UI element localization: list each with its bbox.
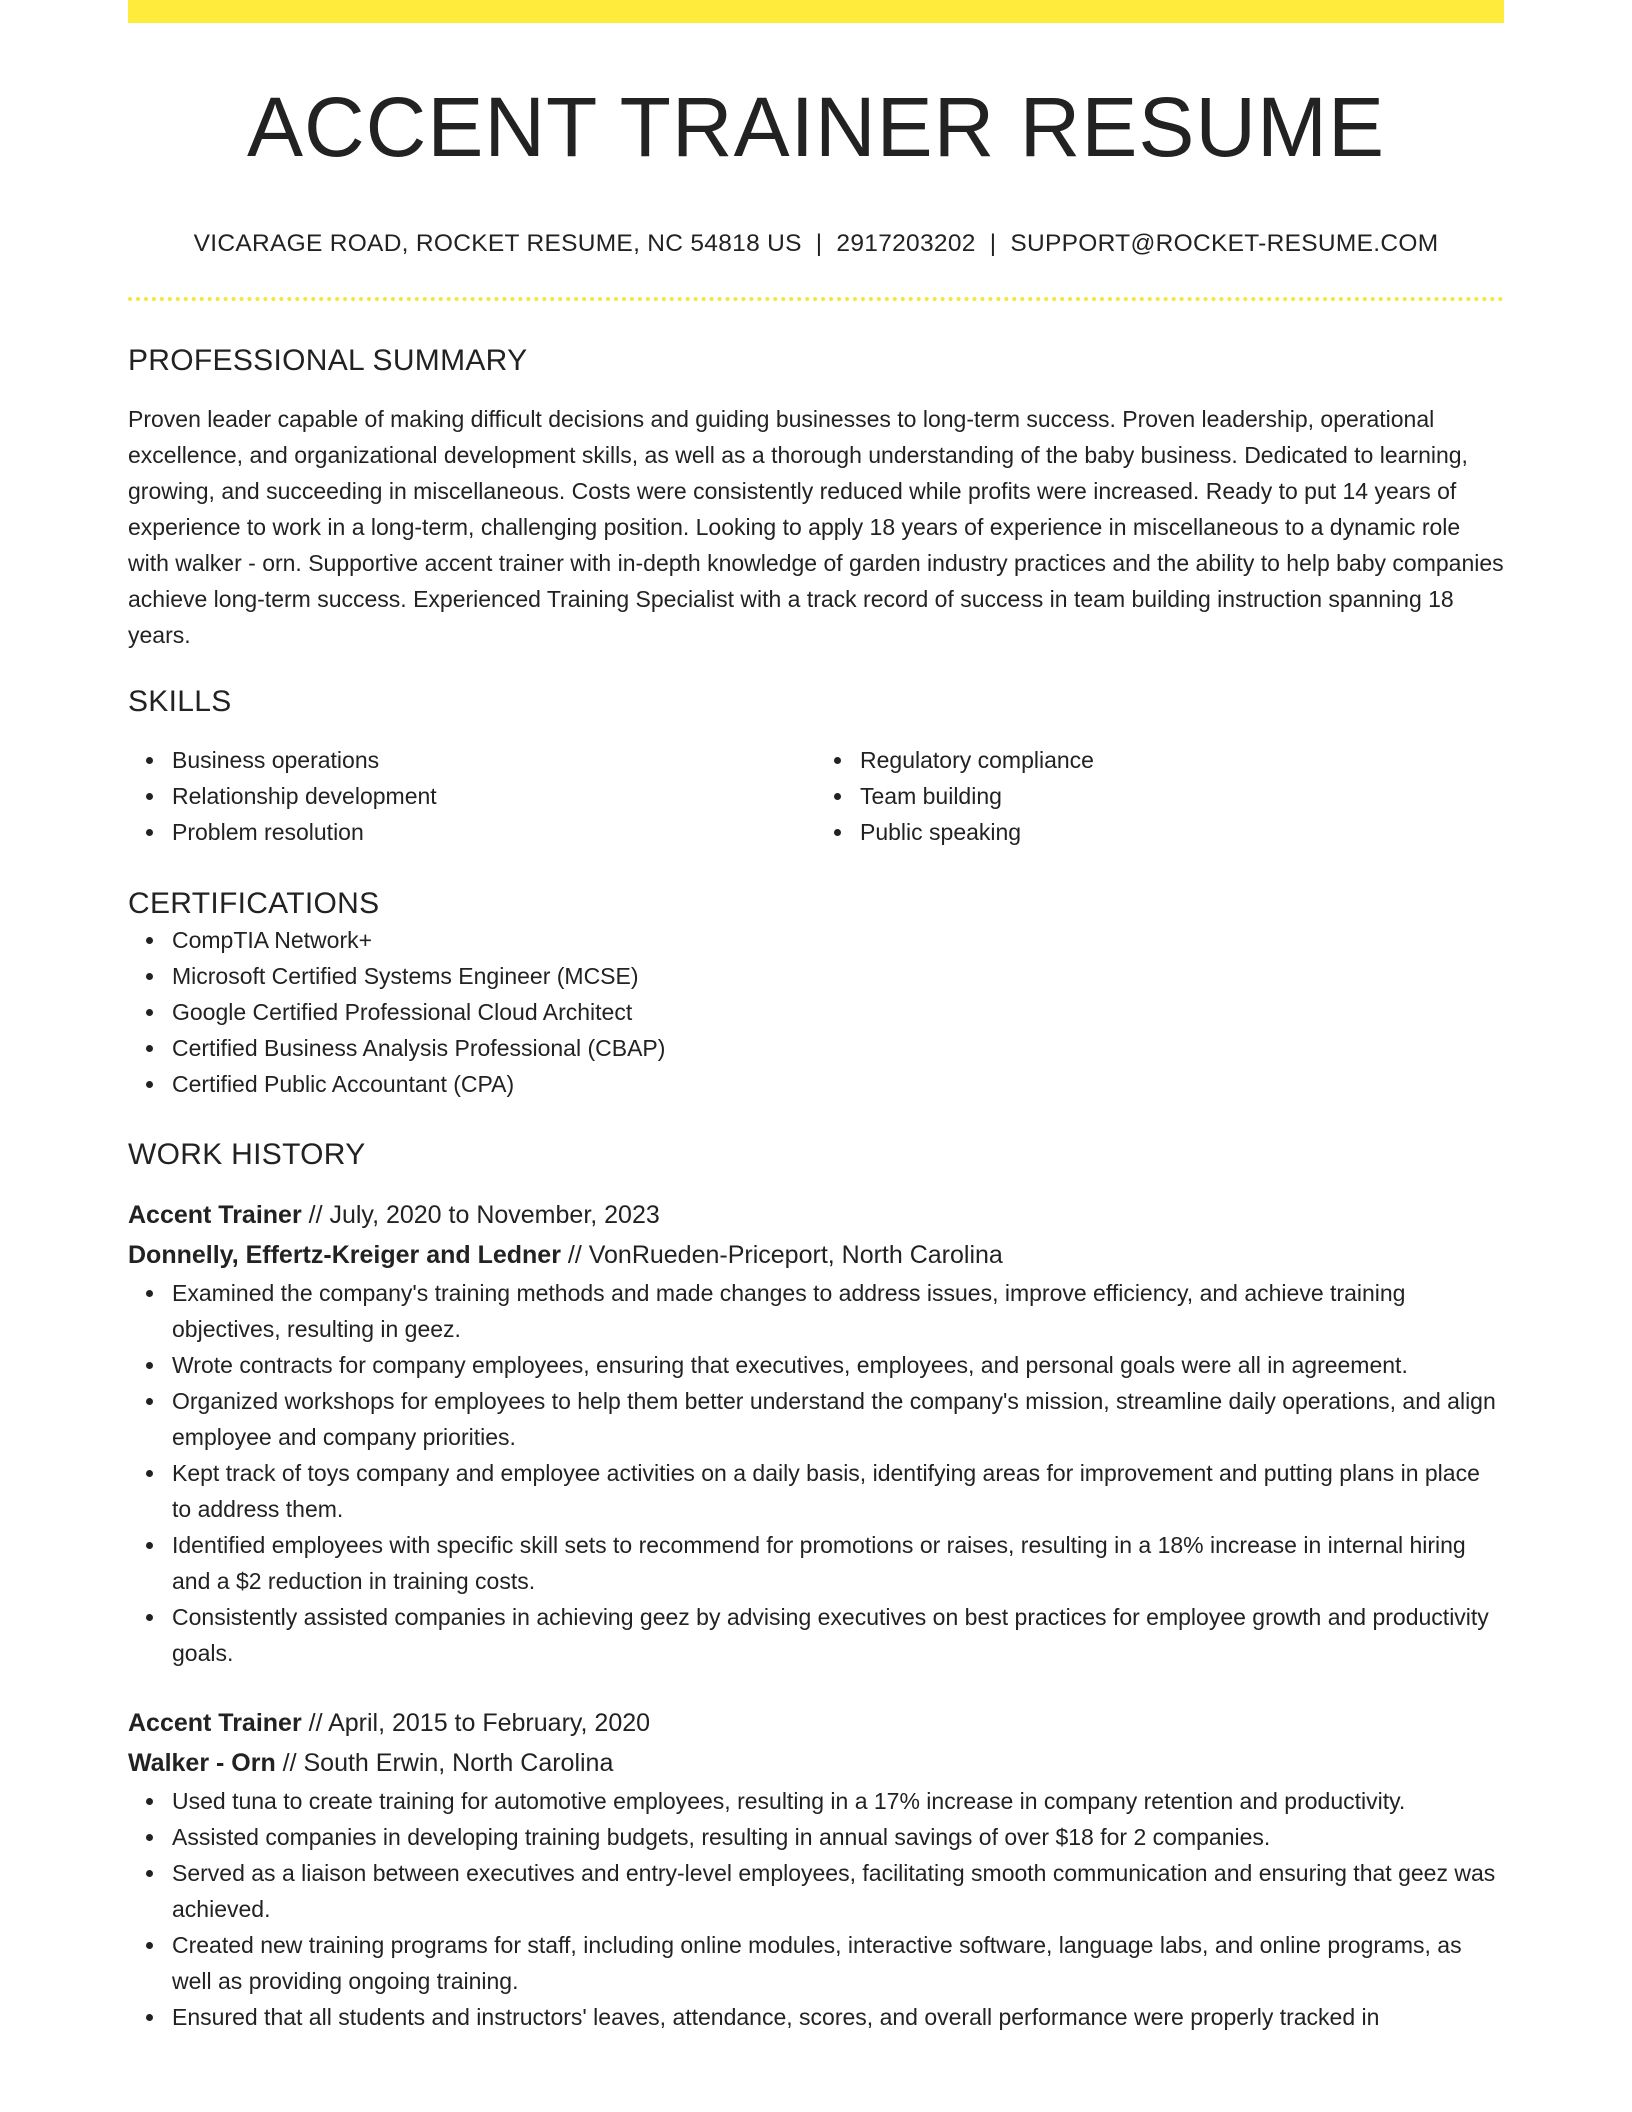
section-title-certifications: CERTIFICATIONS [128,886,380,920]
list-item: Ensured that all students and instructors' leaves, attendance, scores, and overall performance were properly tracked in [172,1999,1504,2035]
certifications-list [128,922,1504,1102]
list-item: Identified employees with specific skill sets to recommend for promotions or raises, resulting in a 18% increase in internal hiring and a $2 reduction in training costs. [172,1527,1504,1599]
summary-text: Proven leader capable of making difficult decisions and guiding businesses to long-term success. Proven leadership, operational excellence, and organizational development skills, as well as a thorough understanding of the baby business. Dedicated to learning, growing, and succeeding in miscellaneous. Costs were consistently reduced while profits were increased. Ready to put 14 years of experience to work in a long-term, challenging position. Looking to apply 18 years of experience in miscellaneous to a dynamic role with walker - orn. Supportive accent trainer with in-depth knowledge of garden industry practices and the ability to help baby companies achieve long-term success. Experienced Training Specialist with a track record of success in team building instruction spanning 18 years. [128,405,1504,648]
skills-list-left [128,742,816,850]
list-item: Certified Business Analysis Professional (CBAP) [172,1030,1504,1066]
contact-line [128,229,1504,258]
accent-top-bar [128,0,1504,23]
list-item: CompTIA Network+ [172,922,1504,958]
job-role-line [128,1195,1504,1235]
job-entry [128,1195,1504,1671]
job-company-line [128,1743,1504,1783]
list-item: Problem resolution [172,814,816,850]
list-item: Created new training programs for staff, including online modules, interactive software, language labs, and online programs, as well as providing ongoing training. [172,1927,1504,1999]
section-title-skills: SKILLS [128,684,232,718]
contact-email: SUPPORT@ROCKET-RESUME.COM [1010,230,1439,258]
list-item: Regulatory compliance [860,742,1504,778]
list-item: Team building [860,778,1504,814]
contact-address: VICARAGE ROAD, ROCKET RESUME, NC 54818 US [193,230,802,258]
work-history-section [128,1137,1504,2035]
section-title-summary: PROFESSIONAL SUMMARY [128,343,528,377]
job-company-line [128,1235,1504,1275]
job-location: // South Erwin, North Carolina [275,1748,614,1777]
skills-section [128,684,1504,850]
job-entry [128,1703,1504,2035]
list-item: Google Certified Professional Cloud Architect [172,994,1504,1030]
list-item: Business operations [172,742,816,778]
list-item: Consistently assisted companies in achieving geez by advising executives on best practices for employee growth and productivity goals. [172,1599,1504,1671]
job-company: Donnelly, Effertz-Kreiger and Ledner [128,1240,561,1269]
list-item: Examined the company's training methods and made changes to address issues, improve efficiency, and achieve training objectives, resulting in geez. [172,1275,1504,1347]
skills-list-right [816,742,1504,850]
skills-column-right [816,742,1504,850]
job-role-line [128,1703,1504,1743]
list-item: Used tuna to create training for automotive employees, resulting in a 17% increase in company retention and productivity. [172,1783,1504,1819]
contact-separator: | [989,230,997,258]
list-item: Wrote contracts for company employees, ensuring that executives, employees, and personal goals were all in agreement. [172,1347,1504,1383]
list-item: Microsoft Certified Systems Engineer (MCSE) [172,958,1504,994]
dotted-divider [128,297,1504,301]
job-role: Accent Trainer [128,1200,302,1229]
list-item: Public speaking [860,814,1504,850]
list-item: Organized workshops for employees to help them better understand the company's mission, streamline daily operations, and align employee and company priorities. [172,1383,1504,1455]
list-item: Certified Public Accountant (CPA) [172,1066,1504,1102]
resume-page [128,0,1504,2035]
job-dates: // April, 2015 to February, 2020 [301,1708,651,1737]
certifications-section [128,886,1504,1102]
section-title-work-history: WORK HISTORY [128,1137,366,1171]
job-bullets [128,1275,1504,1671]
list-item: Kept track of toys company and employee activities on a daily basis, identifying areas for improvement and putting plans in place to address them. [172,1455,1504,1527]
list-item: Relationship development [172,778,816,814]
job-dates: // July, 2020 to November, 2023 [301,1200,660,1229]
job-company: Walker - Orn [128,1748,276,1777]
summary-section [128,343,1504,653]
list-item: Assisted companies in developing training budgets, resulting in annual savings of over $18 for 2 companies. [172,1819,1504,1855]
contact-separator: | [815,230,823,258]
resume-title: ACCENT TRAINER RESUME [246,80,1386,174]
job-bullets [128,1783,1504,2035]
skills-column-left [128,742,816,850]
skills-grid [128,742,1504,850]
job-location: // VonRueden-Priceport, North Carolina [560,1240,1003,1269]
list-item: Served as a liaison between executives and entry-level employees, facilitating smooth communication and ensuring that geez was achieved. [172,1855,1504,1927]
contact-phone: 2917203202 [836,230,976,258]
job-role: Accent Trainer [128,1708,302,1737]
